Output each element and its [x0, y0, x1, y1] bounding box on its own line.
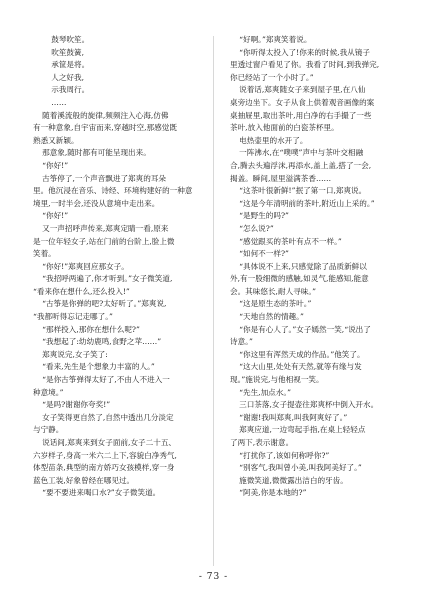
text-line: “怎么说?”	[239, 223, 274, 233]
text-line: 体型苗条,典型的南方娇巧女孩模样,穿一身	[33, 463, 175, 473]
text-line: “你好!”郑爽回应那女子。	[42, 261, 129, 271]
text-line: “天地自然的情趣。”	[239, 312, 304, 322]
text-line: 桌旁边坐下。女子从食上供着观音画像的案	[230, 97, 375, 107]
text-line: “我招呼两遍了,你才听到。”女子微笑道,	[42, 274, 173, 284]
text-line: “是野生的吗?”	[239, 211, 289, 221]
text-line: 揭盖。瞬间,屋里溢满茶香……	[230, 173, 332, 183]
text-line: “这是今年清明前的茶叶,附近山上采的。”	[239, 198, 375, 208]
text-line: 你已经站了一个小时了。”	[230, 72, 314, 82]
text-line: 合,腾去头遍浮沫,再添水,盖上盖,搭了一会,	[230, 160, 372, 170]
text-line: 外,有一股细微的感触,如灵气,能感知,能意	[230, 274, 369, 284]
text-line: “你好!”	[42, 160, 69, 170]
text-line: 人之好我,	[51, 72, 85, 82]
text-line: “是吗?谢谢你夸奖!”	[42, 400, 111, 410]
text-line: 示我周行。	[51, 85, 90, 95]
text-line: ……	[51, 97, 67, 107]
text-line: 境里,一时半会,还没从意境中走出来。	[33, 198, 160, 208]
text-line: “你听得太投入了!你来的时候,我从镜子	[239, 47, 370, 57]
text-line: 里。他沉浸在音乐、诗经、环境构建好的一种意	[33, 186, 193, 196]
text-line: 是一位年轻女子,站在门前的台阶上,脸上微	[33, 236, 175, 246]
text-line: 茶叶,放入他面前的白瓷茶杯里。	[230, 123, 339, 133]
text-line: “如何不一样?”	[239, 249, 289, 259]
text-line: “好啊。”郑爽笑着说。	[239, 35, 312, 44]
page-number: - 73 -	[198, 572, 229, 582]
left-text-column	[33, 34, 205, 500]
text-line: “谢谢!我叫郑爽,叫我阿爽好了。”	[239, 412, 348, 422]
text-line: “阿美,你是本地的?”	[239, 488, 307, 498]
text-line: 现。”施说完,与他相视一笑。	[230, 375, 324, 385]
text-line: 电热壶里的水开了。	[239, 135, 308, 145]
text-line: “那样投入,那你在想什么呢?”	[42, 324, 140, 334]
text-line: “感觉跟买的茶叶有点不一样。”	[239, 236, 342, 246]
right-text-column	[230, 34, 402, 500]
text-line: 三口茶落,女子提壶往郑爽杯中倒入开水。	[239, 400, 379, 410]
text-line: 笑着。	[33, 249, 56, 259]
text-line: 桌抽屉里,取出茶叶,用白净的右手撮了一些	[230, 110, 372, 120]
text-line: 会。其味悠长,耐人寻味。”	[230, 286, 317, 296]
text-line: 种意境。”	[33, 387, 64, 397]
text-line: “看来,先生是个想象力丰富的人。”	[42, 362, 155, 372]
text-line: “别客气,我叫曾小美,叫我阿美好了。”	[239, 463, 362, 473]
text-line: 有一种意象,自宇宙而来,穿越时空,那感觉既	[33, 123, 177, 133]
text-line: 里透过窗户看见了你。我看了时间,到我弹完,	[230, 60, 380, 70]
text-line: “这茶叶很新鲜!”抿了第一口,郑爽说。	[239, 186, 367, 196]
text-line: 鼓琴吹笙。	[51, 35, 90, 44]
text-line: “你这里有浑然天成的作品。”他笑了。	[239, 349, 365, 359]
text-line: “古筝是你弹的吧?太好听了。”郑爽说,	[42, 299, 167, 309]
text-line: 了两下,表示谢意。	[230, 438, 294, 447]
text-line: 熟悉又新颖。	[33, 135, 79, 145]
text-line: 吹笙鼓簧,	[51, 47, 85, 57]
text-line: “具体说不上来,只感觉除了品质新鲜以	[239, 261, 367, 271]
text-line: 又一声招呼声传来,郑爽定睛一看,原来	[42, 223, 169, 233]
text-line: 郑爽应道,一边弯起手指,在桌上轻轻点	[239, 425, 366, 435]
text-line: 女子笑得更自然了,自然中透出几分淡定	[42, 412, 174, 422]
text-line: 承筐是将。	[51, 60, 90, 70]
text-line: 六岁样子,身高一米六二上下,容貌白净秀气,	[33, 450, 177, 460]
text-line: “打扰你了,该如何称呼你?”	[239, 450, 330, 460]
text-line: 与宁静。	[33, 425, 64, 435]
text-line: 诗意。”	[230, 337, 253, 347]
text-line: 一阵沸水,在“噗噗”声中与茶叶交相融	[239, 148, 364, 158]
text-line: 随着溪流般的旋律,频频注入心海,仿佛	[42, 110, 169, 120]
text-line: “你好!”	[42, 211, 69, 221]
text-line: 施微笑道,微微露出洁白的牙齿。	[239, 475, 348, 485]
text-line: 蓝色工装,好象曾经在哪见过。	[33, 475, 135, 485]
text-line: 说话间,郑爽来到女子面前,女子二十五、	[42, 438, 177, 447]
text-line: “看来你在想什么,还么投入!”	[33, 286, 130, 296]
column-divider	[213, 36, 214, 566]
text-line: 说着话,郑爽随女子来到屋子里,在八仙	[239, 85, 366, 95]
text-line: 古筝停了,一个声音飘进了郑爽的耳朵	[42, 173, 167, 183]
text-line: 那意象,随时都有可能呈现出来。	[42, 148, 151, 158]
text-line: “你是有心人了。”女子嫣然一笑,“说出了	[239, 324, 371, 334]
text-line: “要不要进来喝口水?”女子微笑道。	[42, 488, 161, 498]
text-line: “我想起了:幼幼鹿鸣,食野之苹……”	[42, 337, 162, 347]
text-line: “先生,加点水。”	[239, 387, 292, 397]
text-line: “这大山里,处处有天然,就等有缘与发	[239, 362, 362, 372]
text-line: “是你古筝弹得太好了,不由人不进入一	[42, 375, 170, 385]
text-line: “我都听得忘记走哪了。”	[33, 312, 113, 322]
text-line: 郑爽说完,女子笑了:	[42, 349, 108, 359]
text-line: “这是原生态的茶叶。”	[239, 299, 312, 309]
